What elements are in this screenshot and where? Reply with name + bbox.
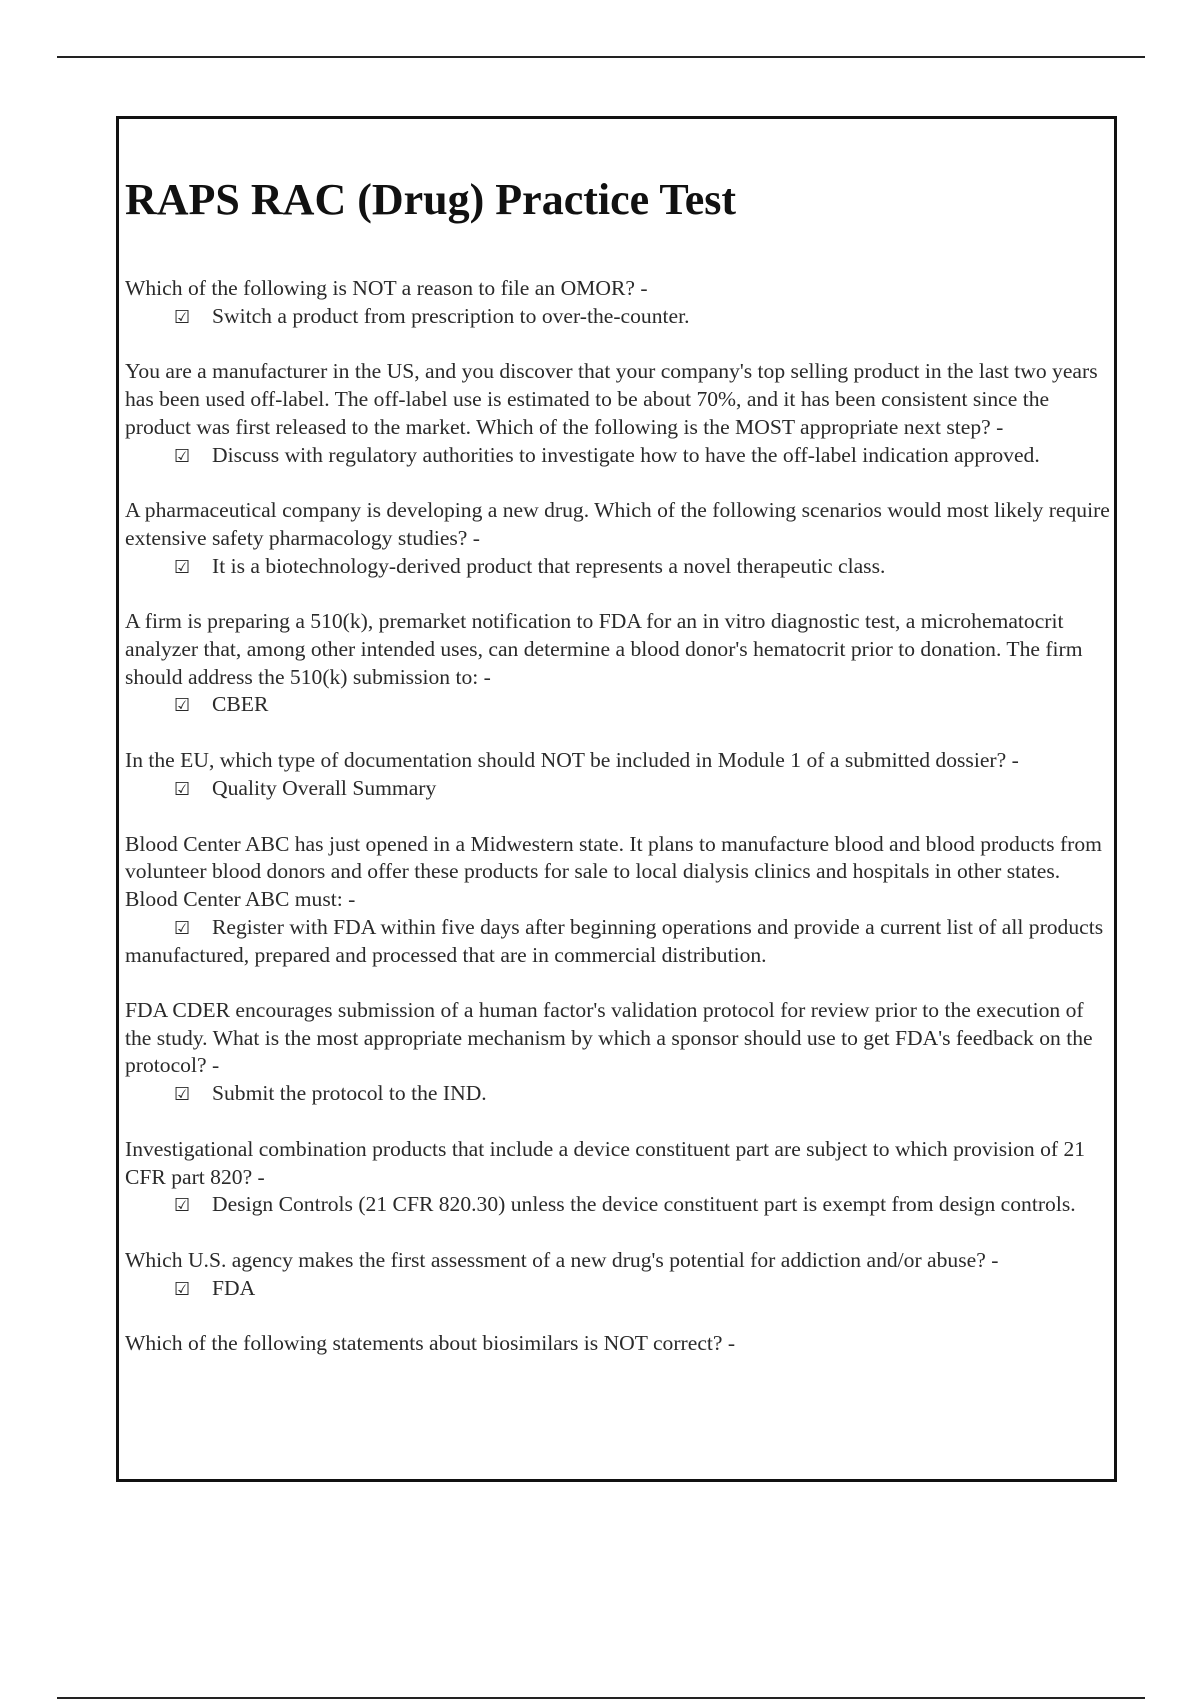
question-text: You are a manufacturer in the US, and you discover that your company's top selling product in the last two years has been used off-label. The off-label use is estimated to be about 70%, and it has been consistent since the product was first released to the market. Which of the following is the MOST appropriate next step? - <box>125 359 1098 439</box>
qa-item <box>125 997 1115 1109</box>
question-list <box>125 275 1115 1385</box>
qa-item <box>125 358 1115 470</box>
answer-text: Submit the protocol to the IND. <box>212 1081 487 1106</box>
qa-item <box>125 747 1115 803</box>
checkbox-checked-icon: ☑ <box>174 1195 191 1217</box>
answer-line <box>125 691 1115 720</box>
answer-line <box>125 775 1115 804</box>
qa-item <box>125 1247 1115 1303</box>
question-text: Which of the following is NOT a reason to file an OMOR? - <box>125 276 648 300</box>
question-text: Blood Center ABC has just opened in a Midwestern state. It plans to manufacture blood and blood products from volunteer blood donors and offer these products for sale to local dialysis clinics and hospitals in other states. Blood Center ABC must: - <box>125 831 1102 911</box>
page-title: RAPS RAC (Drug) Practice Test <box>125 175 736 224</box>
answer-text: CBER <box>212 692 269 717</box>
answer-text: Switch a product from prescription to over-the-counter. <box>212 303 690 328</box>
checkbox-checked-icon: ☑ <box>174 1084 191 1106</box>
answer-line <box>125 442 1115 471</box>
qa-item <box>125 1330 1115 1358</box>
answer-text: Discuss with regulatory authorities to investigate how to have the off-label indication approved. <box>212 442 1040 467</box>
answer-text: Register with FDA within five days after beginning operations and provide a current list of all products manufactured, prepared and processed that are in commercial distribution. <box>125 914 1104 968</box>
checkbox-checked-icon: ☑ <box>174 778 191 800</box>
footer-rule <box>57 1697 1145 1699</box>
question-text: FDA CDER encourages submission of a human factor's validation protocol for review prior to the execution of the study. What is the most appropriate mechanism by which a sponsor should use to get FDA's feedback on the protocol? - <box>125 998 1093 1078</box>
question-text: In the EU, which type of documentation should NOT be included in Module 1 of a submitted dossier? - <box>125 748 1019 773</box>
answer-line <box>125 1191 1115 1220</box>
qa-item <box>125 831 1115 971</box>
checkbox-checked-icon: ☑ <box>174 917 191 939</box>
answer-text: Design Controls (21 CFR 820.30) unless the device constituent part is exempt from design controls. <box>212 1192 1076 1217</box>
answer-text: It is a biotechnology-derived product that represents a novel therapeutic class. <box>212 553 886 578</box>
practice-test-frame <box>116 116 1117 1482</box>
question-text: Investigational combination products that include a device constituent part are subject to which provision of 21 CFR part 820? - <box>125 1136 1086 1189</box>
answer-text: Quality Overall Summary <box>212 775 437 800</box>
header-rule <box>57 56 1145 58</box>
answer-line <box>125 553 1115 582</box>
checkbox-checked-icon: ☑ <box>174 556 191 578</box>
answer-line <box>125 1080 1115 1109</box>
qa-item <box>125 1136 1115 1220</box>
answer-line <box>125 914 1115 970</box>
answer-line <box>125 303 1115 332</box>
answer-text: FDA <box>212 1275 256 1300</box>
answer-line <box>125 1275 1115 1304</box>
question-text: Which of the following statements about biosimilars is NOT correct? - <box>125 1331 736 1356</box>
question-text: A pharmaceutical company is developing a new drug. Which of the following scenarios would most likely require extensive safety pharmacology studies? - <box>125 498 1110 550</box>
checkbox-checked-icon: ☑ <box>174 445 191 467</box>
checkbox-checked-icon: ☑ <box>174 306 191 328</box>
question-text: Which U.S. agency makes the first assessment of a new drug's potential for addiction and/or abuse? - <box>125 1247 999 1272</box>
question-text: A firm is preparing a 510(k), premarket notification to FDA for an in vitro diagnostic test, a microhematocrit analyzer that, among other intended uses, can determine a blood donor's hematocrit prior to donation. The firm should address the 510(k) submission to: - <box>125 609 1083 689</box>
qa-item <box>125 275 1115 331</box>
qa-item <box>125 608 1115 720</box>
checkbox-checked-icon: ☑ <box>174 1278 191 1300</box>
checkbox-checked-icon: ☑ <box>174 695 191 717</box>
qa-item <box>125 497 1115 581</box>
